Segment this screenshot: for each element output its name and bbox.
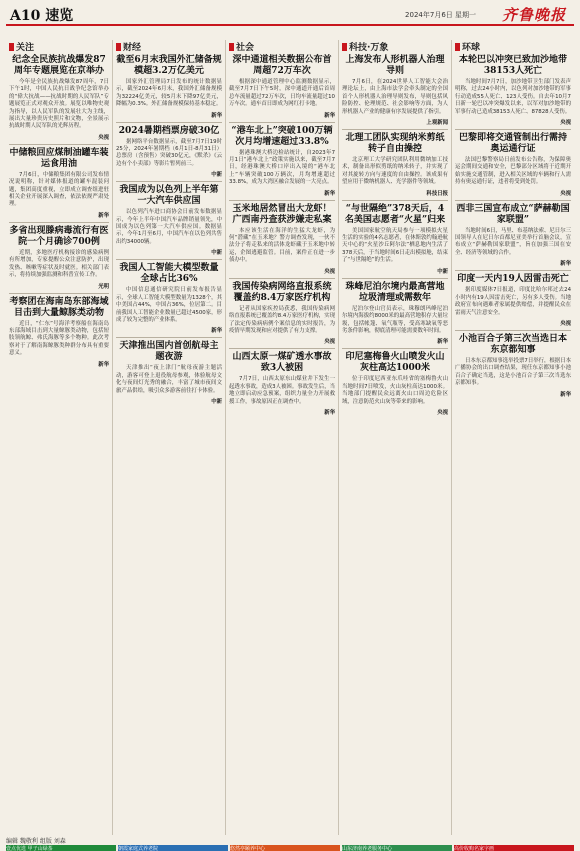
article-text: 记者从国家疾控局获悉，我国传染病网络直报系统已覆盖约8.4万家医疗机构，实现了法定传染病病例个案信息的实时报告，为疫情早期发现和应对提供了有力支撑。: [229, 305, 335, 334]
column-world: [452, 40, 574, 835]
article-text: 今年是全民族抗战爆发87周年，7日下午1时，中国人民抗日战争纪念馆举办的“偉大抗战——抗战时期的人民军队”专题展览正式对观众开放。展览以唯物史观为指导，以人民军队的发展壮大为主线，展出大量珍贵历史照片和文物，全景展示抗战时期人民军队的光辉历程。: [9, 79, 109, 130]
headline[interactable]: 山西太原一煤矿透水事故致3人被困: [232, 352, 332, 374]
ad-retirement-center[interactable]: 悠然亭颐养中心: [230, 845, 340, 851]
byline: 新华: [211, 328, 222, 335]
masthead: [6, 4, 574, 26]
byline: 新华: [324, 190, 335, 197]
article-text: 7月6日，在2024世界人工智能大会治理论坛上，由上海市法学会牵头制定的全国首个人形机器人治理导则发布，导则包括风险防控、伦理规范、社会影响等方面，为人形机器人产业的健康有序发展提供了指引。: [342, 79, 448, 115]
headline[interactable]: 多省出现滕病毒流行有医院一个月确诊700例: [9, 225, 109, 247]
headline[interactable]: 截至6月末我国外汇储备规模超3.2万亿美元: [116, 55, 222, 76]
headline[interactable]: “与世隔绝”378天后，4名美国志愿者“火星”归来: [344, 203, 446, 225]
byline: 新华: [98, 212, 109, 219]
divider: [116, 181, 222, 182]
byline: 光明: [98, 283, 109, 290]
ad-calligraphy[interactable]: 高价收购名家字画: [454, 845, 574, 851]
headline[interactable]: 本轮巴以冲突已致加沙地带38153人死亡: [458, 55, 567, 76]
headline[interactable]: 北理工团队实现纳米剪纸转子自由操控: [345, 133, 445, 155]
byline: 新华: [211, 112, 222, 119]
section-label: 财经: [116, 40, 222, 52]
headline[interactable]: 2024暑期档票房破30亿: [118, 125, 220, 136]
divider: [455, 129, 571, 130]
headline[interactable]: 上海发布人形机器人治理导则: [345, 55, 445, 76]
article-text: 位于印度尼西亚东爪哇省的塞梅鲁火山当地时间7日喷发，火山灰柱高达1000米。当地部门提醒民众远离火山口周边危险区域，注意防范火山灰等带来的影响。: [342, 376, 448, 405]
editor-credit: 编辑 魏敬利 组版 刘森: [6, 838, 66, 845]
headline[interactable]: “港车北上”突破100万辆次月均增速超过33.8%: [231, 125, 333, 147]
section-label: 环球: [455, 40, 571, 52]
page-label: A10 速览: [10, 8, 74, 24]
column-finance: [113, 40, 226, 835]
article-text: 据港珠澳大桥边检站统计，自2023年7月1日“港车北上”政策实施以来，截至7月7日，经港珠澳大桥口岸出入境的“港车北上”车辆突破100万辆次，月均增速超过33.8%，成为大湾区融合发展的一大亮点。: [229, 149, 335, 186]
article-text: 国家外汇管理局7日发布的统计数据显示，截至2024年6月末，我国外汇储备规模为32224亿美元，较5月末下降97亿美元，降幅为0.3%。外汇储备规模保持基本稳定。: [116, 79, 222, 108]
article-text: 本应该生活在海洋的生猛大龙虾，为何“潜藏”在玉米地？警方调查发现，一伙不法分子将走私来的活体龙虾藏于玉米地中转运，企图逃避监管。目前，案件正在进一步侦办中。: [229, 227, 335, 264]
article-text: 7月6日，中储粮集团有限公司发布情况说明称，针对媒体报道的罐车混装问题，集团高度重视，立即成立调查组进驻相关企业开展深入调查，依法依规严肃处理。: [9, 171, 109, 208]
section-label: 社会: [229, 40, 335, 52]
divider: [229, 200, 335, 201]
article-text: 根据深中通道管理中心监测数据显示，截至7月7日下午5时，深中通道开通后首周总车流量超过72万车次，日均车流量超过10万车次。通车首日即成为网红打卡地。: [229, 79, 335, 108]
article-text: 近期，多地医疗机构接诊的感染病例有所增加，专家提醒公众注意防护，出现发热、咳嗽等症状及时就医。相关部门表示，将持续加强监测和科普宣传工作。: [9, 249, 109, 279]
headline[interactable]: 印尼塞梅鲁火山喷发火山灰柱高达1000米: [345, 352, 445, 374]
column-focus: [6, 40, 113, 835]
article-text: 近日，“仁东”号海洋考察船在海南岛东部海域目击到大量鲸豚类动物，包括短肢领航鲸、弗氏海豚等多个物种。此次考察对于了解南海鲸豚类种群分布具有重要意义。: [9, 320, 109, 357]
divider: [9, 293, 109, 294]
divider: [229, 348, 335, 349]
article-text: 7月7日，山西太原东山煤业井下发生一起透水事故，造成3人被困。事故发生后，当地立即启动应急预案，组织力量全力开展救援工作，事故原因正在调查中。: [229, 376, 335, 405]
byline: 中新: [211, 172, 222, 179]
headline[interactable]: 印度一天内19人因雷击死亡: [457, 274, 569, 285]
divider: [342, 129, 448, 130]
section-label: 关注: [9, 40, 109, 52]
byline: 中新: [211, 250, 222, 257]
headline[interactable]: 我国成为以色列上半年第一大汽车供应国: [119, 185, 219, 207]
divider: [116, 337, 222, 338]
divider: [229, 122, 335, 123]
article-text: 尼泊尔登山官员表示，珠穆朗玛峰尼泊尔境内海拔约8000米的最高营地积存大量垃圾，包括帐篷、氧气瓶等，受高寒缺氧等恶劣条件影响，彻底清理可能需要数年时间。: [342, 305, 448, 334]
ad-strip: [6, 845, 574, 851]
article-text: 据网络平台数据显示，截至7月7日19时25分，2024年暑期档（6月1日-8月31日）总票房（含预售）突破30亿元，《默杀》《云边有个小卖部》等影片暂列前三。: [116, 138, 222, 167]
byline: 央视: [560, 320, 571, 327]
byline: 新华: [98, 361, 109, 368]
headline[interactable]: 深中通道相关数据公布首周超72万车次: [232, 55, 332, 76]
article-text: 中国信息通信研究院日前发布报告显示，全球人工智能大模型数量为1328个，其中美国占44%，中国占36%，位居第二。目前我国人工智能企业数量已超过4500家，形成了较为完整的产业体系。: [116, 287, 222, 323]
byline: 中新: [437, 268, 448, 275]
byline: 新华: [324, 409, 335, 416]
divider: [455, 200, 571, 201]
byline: 上观新闻: [426, 120, 448, 127]
issue-date: 2024年7月6日 星期一: [405, 11, 476, 19]
headline[interactable]: 天津推出国内首创航母主题夜游: [119, 341, 219, 363]
headline[interactable]: 玉米地居然冒出大龙虾！广西南丹查获涉嫌走私案: [232, 203, 332, 225]
divider: [342, 200, 448, 201]
section-label: 科技·万象: [342, 40, 448, 52]
ad-green-tea[interactable]: 壹点优选 甲子山绿茶: [6, 845, 116, 851]
article-text: 法国巴黎警察局日前发布公告称，为保障奥运会期间交通和安全，巴黎部分区域将于近期开始实施交通管制，进入相关区域的车辆和行人需持有奥运通行证，违者将受到处罚。: [455, 157, 571, 186]
article-text: 北京理工大学研究团队利用微纳加工技术，制备出形似剪纸的纳米转子，并实现了对其旋转方向与速度的自由操控。该成果有望应用于微纳机器人、光学器件等领域。: [342, 157, 448, 186]
byline: 央视: [324, 339, 335, 346]
divider: [9, 144, 109, 145]
article-text: 日本东京都知事选举投票7日举行，根据日本广播协会的出口调查结果，现任东京都知事小池百合子确定当选，这是小池百合子第三次当选东京都知事。: [455, 357, 571, 387]
article-text: 以色列汽车进口商协会日前发布数据显示，今年上半年中国汽车品牌销量领先，中国成为以色列第一大汽车供应国。数据显示，今年1月至6月，中国汽车在以色列共售出约34000辆。: [116, 209, 222, 245]
divider: [9, 222, 109, 223]
byline: 中新: [211, 398, 222, 405]
headline[interactable]: 我国人工智能大模型数量全球占比36%: [119, 263, 219, 285]
divider: [455, 330, 571, 331]
headline[interactable]: 中储粮回应煤制油罐车装运食用油: [9, 147, 109, 169]
article-text: 美国国家航空航天局参与一项模拟火星生活的实验的4名志愿者，在休斯敦约翰逊航天中心的“火星沙丘阿尔法”栖息地内生活了378天后，于当地时间6日走出模拟舱，结束了“与世隔绝”的生活。: [342, 227, 448, 264]
headline[interactable]: 纪念全民族抗战爆发87周年专题展览在京举办: [12, 55, 106, 76]
headline[interactable]: 考察团在海南岛东部海域目击到大量鲸豚类动物: [9, 296, 109, 318]
byline: 科技日报: [426, 190, 448, 197]
headline[interactable]: 巴黎即将交通管制出行需持奥运通行证: [458, 133, 567, 155]
divider: [116, 259, 222, 260]
ad-elder-service[interactable]: 山东济南养老服务中心: [342, 845, 452, 851]
byline: 新华: [560, 261, 571, 268]
byline: 央视: [324, 268, 335, 275]
ad-nursing-home[interactable]: 朝霞家庭式养老院: [118, 845, 228, 851]
column-tech: [339, 40, 452, 835]
column-society: [226, 40, 339, 835]
headline[interactable]: 珠峰尼泊尔境内最高营地垃圾清理或需数年: [345, 281, 445, 303]
headline[interactable]: 我国传染病网络直报系统覆盖约8.4万家医疗机构: [232, 281, 332, 303]
divider: [229, 278, 335, 279]
byline: 央视: [437, 409, 448, 416]
byline: 新华: [437, 339, 448, 346]
divider: [342, 278, 448, 279]
article-text: 据印度媒体7日报道，印度比哈尔邦过去24小时内有19人因雷击死亡，另有多人受伤。当地政府宣布向遇难者家属提供赔偿，并提醒民众在雷雨天气注意安全。: [455, 287, 571, 316]
newspaper-logo: 齐鲁晚报: [501, 6, 566, 24]
divider: [455, 270, 571, 271]
byline: 央视: [560, 120, 571, 127]
byline: 央视: [98, 134, 109, 141]
byline: 新华: [324, 112, 335, 119]
article-text: 当地时间7月7日，加沙地带卫生部门发表声明称，过去24小时内，以色列对加沙地带的军事行动造成55人死亡、123人受伤。自去年10月7日新一轮巴以冲突爆发以来，以军对加沙地带的军事行动已造成38153人死亡、87828人受伤。: [455, 79, 571, 115]
byline: 央视: [560, 190, 571, 197]
article-text: 天津推出“夜上津门”航母夜游主题活动，游客可登上退役航母参观，体验航母文化与夜间灯光秀的融合，丰富了城市夜间文旅产品供给，吸引众多游客前往打卡体验。: [116, 365, 222, 394]
headline[interactable]: 小池百合子第三次当选日本东京都知事: [458, 333, 567, 355]
divider: [116, 122, 222, 123]
headline[interactable]: 西非三国宣布成立“萨赫勒国家联盟”: [456, 203, 570, 225]
byline: 新华: [560, 391, 571, 398]
article-text: 当地时间6日，马里、布基纳法索、尼日尔三国领导人在尼日尔首都尼亚美举行首脑会议，宣布成立“萨赫勒国家联盟”，旨在加强三国在安全、经济等领域的合作。: [455, 227, 571, 256]
divider: [342, 348, 448, 349]
